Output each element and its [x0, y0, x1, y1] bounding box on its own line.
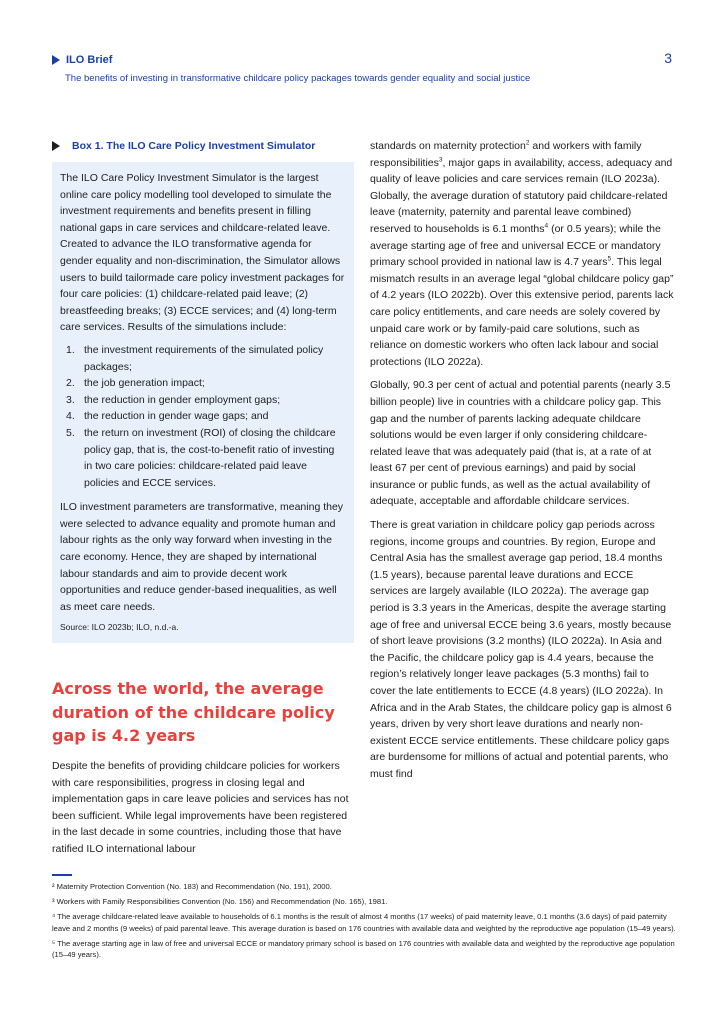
- document-subtitle: The benefits of investing in transformative childcare policy packages towards gender equality and social justice: [65, 73, 531, 84]
- right-paragraph-3: There is great variation in childcare policy gap periods across regions, income groups and countries. By region, Europe and Central Asia has the smallest average gap period, 18.4 months (1.5 years), because parental leave durations and ECCE services are largely available (ILO 2022a). The average gap period is 3.3 years in the Americas, despite the average starting age of free and universal ECCE being 3.6 years, mostly because of short leave provisions (3.2 months) (ILO 2022a). In Asia and the Pacific, the childcare policy gap is 4.4 years, because the region’s relatively longer leave packages (5.3 months) fail to cover the late entitlements to ECCE (4.8 years) (ILO 2022a). In Africa and in the Arab States, the childcare policy gap is almost 6 years, driven by very short leave durations and nearly non-existent ECCE service entitlements. These childcare policy gaps are burdensome for millions of actual and potential parents, who must find: [370, 519, 672, 780]
- page-number: 3: [664, 50, 672, 66]
- footnote-ref: 5: [607, 255, 612, 263]
- brand-row: [52, 52, 676, 68]
- section-heading: Across the world, the average duration of the childcare policy gap is 4.2 years: [52, 679, 335, 746]
- box-source: Source: ILO 2023b; ILO, n.d.-a.: [60, 622, 179, 633]
- list-item: 5. the return on investment (ROI) of closing the childcare policy gap, that is, the cost-to-benefit ratio of investing in two care policies: childcare-related paid leave policies and ECCE services.: [66, 426, 336, 489]
- footnote-ref: 4: [544, 222, 549, 230]
- box-outro: ILO investment parameters are transformative, meaning they were selected to advance equality and promote human and labour rights as the only way forward when investing in the care economy. Hence, they are shaped by international labour standards and aim to provide decent work opportunities and reduce gender-based inequalities, as well as meet care needs.: [60, 501, 344, 613]
- box-title: Box 1. The ILO Care Policy Investment Simulator: [72, 140, 316, 152]
- triangle-bullet-icon: [52, 55, 60, 65]
- left-column: [52, 138, 354, 858]
- footnote-divider: [52, 874, 72, 876]
- footnote-ref: 2: [525, 139, 530, 147]
- box-intro: The ILO Care Policy Investment Simulator is the largest online care policy modelling tool developed to simulate the investment requirements and benefits present in filling national gaps in care services and childcare-related leave. Created to advance the ILO transformative agenda for gender equality and non-discrimination, the Simulator allows users to build tailormade care policy investment packages for four care policies: (1) childcare-related paid leave; (2) breastfeeding breaks; (3) ECCE services; and (4) long-term care services. Results of the simulations include:: [60, 172, 345, 334]
- right-paragraph-1: standards on maternity protection$^2$ and workers with family responsibilities$^3$, major gaps in availability, access, adequacy and quality of leave policies and care services remain (ILO 2023a). Globally, the average duration of statutory paid childcare-related leave (maternity, paternity and parental leave combined) reserved to households is 6.1 months$^4$ (or 0.5 years); while the average starting age of free and universal ECCE or mandatory primary school provided in national law is 4.7 years$^5$. This legal mismatch results in an average legal “global childcare policy gap” of 4.2 years (ILO 2022b). Over this extensive period, parents lack care policy entitlements, and care needs are solely covered by unpaid care work or by family-paid care solutions, such as reliance on domestic workers who often lack labour and social protections (ILO 2022a).: [370, 139, 674, 368]
- footnote: ² Maternity Protection Convention (No. 183) and Recommendation (No. 191), 2000.: [52, 882, 332, 891]
- footnote: ³ Workers with Family Responsibilities Convention (No. 156) and Recommendation (No. 165), 1981.: [52, 897, 388, 907]
- left-paragraph: Despite the benefits of providing childcare policies for workers with care responsibilities, progress in closing legal and implementation gaps in care leave policies and services has not been sufficient. While legal improvements have been registered in the last decade in some countries, including those that have ratified ILO international labour: [52, 759, 349, 855]
- footnote-ref: 3: [438, 156, 443, 164]
- right-column: [370, 138, 674, 790]
- page-header: [52, 52, 676, 92]
- results-list: [60, 342, 346, 491]
- triangle-bullet-icon: [52, 141, 60, 151]
- list-item: 2. the job generation impact;: [66, 377, 205, 390]
- footnote: ⁴ The average childcare-related leave available to households of 6.1 months is the result of almost 4 months (17 weeks) of paid maternity leave, 0.1 months (3.6 days) of paid paternity leave and 2 months (9 weeks) of paid parental leave. This average duration is based on 176 countries with available data and weighted by the reproductive age population (15–49 years).: [52, 912, 676, 933]
- footnotes: [52, 874, 676, 964]
- right-paragraph-2: Globally, 90.3 per cent of actual and potential parents (nearly 3.5 billion people) live in countries with a childcare policy gap. This gap and the number of parents lacking adequate childcare solutions would be even larger if only considering childcare-related leave that was adequately paid (that is, at a rate of at least 67 per cent of previous earnings) and paid by social insurance or public funds, as well as the actual availability of adequate, acceptable and affordable childcare services.: [370, 379, 671, 508]
- footnote: ⁵ The average starting age in law of free and universal ECCE or mandatory primary school is based on 176 countries with available data and weighted by the reproductive age population (15–49 years).: [52, 938, 675, 960]
- box-title-row: [52, 138, 354, 154]
- info-box: [52, 162, 354, 643]
- list-item: 4. the reduction in gender wage gaps; and: [66, 410, 269, 423]
- brand-title: ILO Brief: [66, 54, 113, 66]
- list-item: 3. the reduction in gender employment gaps;: [66, 393, 281, 406]
- list-item: 1. the investment requirements of the simulated policy packages;: [66, 343, 324, 373]
